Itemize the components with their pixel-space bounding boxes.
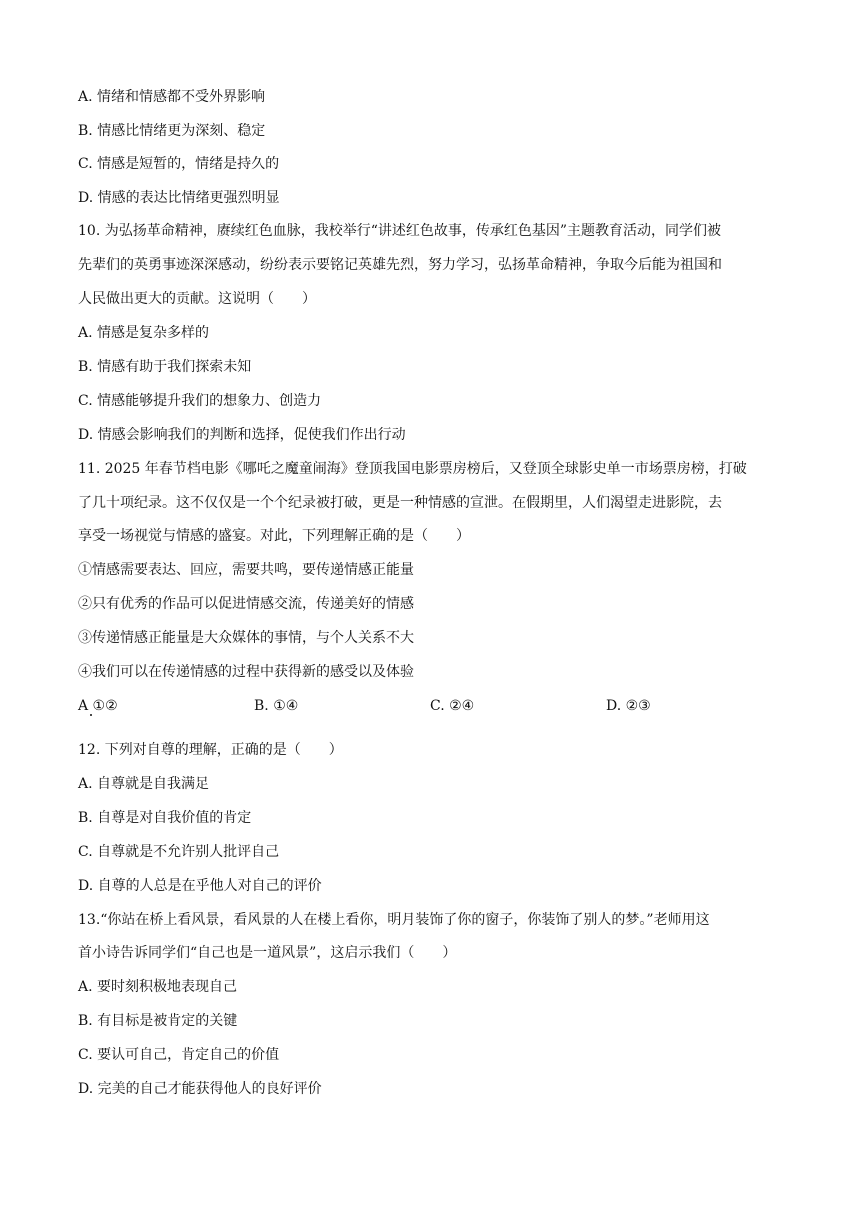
q12-option-d: D. 自尊的人总是在乎他人对自己的评价 (78, 878, 322, 894)
q13-stem-line-1: 13.“你站在桥上看风景，看风景的人在楼上看你，明月装饰了你的窗子，你装饰了别人的梦。”老师用这 (78, 912, 710, 928)
q9-option-a: A. 情绪和情感都不受外界影响 (78, 89, 266, 105)
q11-stem-line-1: 11. 2025 年春节档电影《哪吒之魔童闹海》登顶我国电影票房榜后，又登顶全球影史单一市场票房榜，打破 (78, 461, 747, 477)
q12-stem: 12. 下列对自尊的理解，正确的是（ ） (78, 742, 343, 758)
stray-dot-mark (90, 714, 92, 716)
q10-stem-line-1: 10. 为弘扬革命精神，赓续红色血脉，我校举行“讲述红色故事，传承红色基因”主题教育活动，同学们被 (78, 223, 722, 239)
q10-option-a: A. 情感是复杂多样的 (78, 325, 210, 341)
q13-option-a: A. 要时刻积极地表现自己 (78, 979, 238, 995)
q12-option-b: B. 自尊是对自我价值的肯定 (78, 810, 252, 826)
q10-option-c: C. 情感能够提升我们的想象力、创造力 (78, 393, 322, 409)
q13-option-d: D. 完美的自己才能获得他人的良好评价 (78, 1081, 322, 1097)
q12-option-c: C. 自尊就是不允许别人批评自己 (78, 844, 280, 860)
q11-option-a: A ①② (78, 698, 118, 714)
q9-option-b: B. 情感比情绪更为深刻、稳定 (78, 123, 266, 139)
q11-option-b: B. ①④ (254, 698, 299, 714)
q13-option-b: B. 有目标是被肯定的关键 (78, 1013, 238, 1029)
q10-option-d: D. 情感会影响我们的判断和选择，促使我们作出行动 (78, 427, 406, 443)
q11-stem-line-3: 享受一场视觉与情感的盛宴。对此，下列理解正确的是（ ） (78, 528, 470, 544)
q11-statement-3: ③传递情感正能量是大众媒体的事情，与个人关系不大 (78, 630, 414, 646)
q10-stem-line-2: 先辈们的英勇事迹深深感动，纷纷表示要铭记英雄先烈，努力学习，弘扬革命精神，争取今后能为祖国和 (78, 257, 722, 273)
q10-stem-line-3: 人民做出更大的贡献。这说明（ ） (78, 291, 316, 307)
q11-options-row (78, 696, 783, 716)
q13-stem-line-2: 首小诗告诉同学们“自己也是一道风景”，这启示我们（ ） (78, 945, 457, 961)
q11-option-d: D. ②③ (606, 698, 651, 714)
q11-statement-1: ①情感需要表达、回应，需要共鸣，要传递情感正能量 (78, 562, 414, 578)
q10-option-b: B. 情感有助于我们探索未知 (78, 359, 252, 375)
q11-option-c: C. ②④ (430, 698, 475, 714)
q9-option-c: C. 情感是短暂的，情绪是持久的 (78, 156, 280, 172)
q11-statement-4: ④我们可以在传递情感的过程中获得新的感受以及体验 (78, 664, 414, 680)
q9-option-d: D. 情感的表达比情绪更强烈明显 (78, 190, 280, 206)
q11-stem-line-2: 了几十项纪录。这不仅仅是一个个纪录被打破，更是一种情感的宣泄。在假期里，人们渴望走进影院，去 (78, 495, 722, 511)
q13-option-c: C. 要认可自己，肯定自己的价值 (78, 1047, 280, 1063)
q11-statement-2: ②只有优秀的作品可以促进情感交流，传递美好的情感 (78, 596, 414, 612)
q12-option-a: A. 自尊就是自我满足 (78, 776, 210, 792)
